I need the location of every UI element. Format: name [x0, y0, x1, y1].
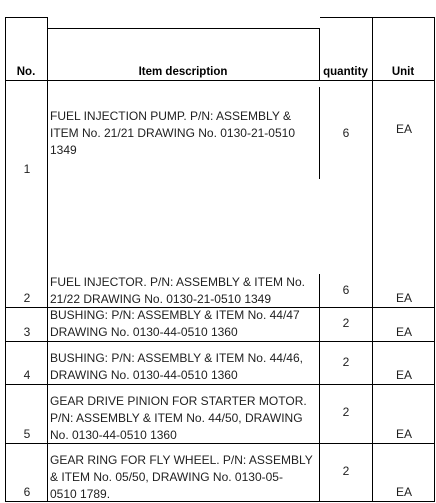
description-line: 0510 1789. [50, 487, 111, 501]
row-number: 3 [23, 325, 31, 339]
row-description [50, 108, 320, 159]
row-quantity: 2 [342, 405, 350, 419]
header-item-description: Item description [138, 66, 228, 78]
row-number: 6 [23, 485, 31, 499]
description-line: No. 0130-44-0510 1360 [50, 428, 177, 442]
grid-line [320, 17, 372, 18]
description-line: P/N: ASSEMBLY & ITEM No. 44/50, DRAWING [50, 411, 303, 425]
description-line: ITEM No. 21/21 DRAWING No. 0130-21-0510 [50, 126, 295, 140]
description-line: BUSHING: P/N: ASSEMBLY & ITEM No. 44/47 [50, 308, 300, 322]
description-line: DRAWING No. 0130-44-0510 1360 [50, 325, 238, 339]
description-line: GEAR RING FOR FLY WHEEL. P/N: ASSEMBLY [50, 453, 313, 467]
row-quantity: 6 [342, 126, 350, 140]
row-description [50, 274, 320, 308]
grid-line [47, 28, 319, 29]
row-description [50, 393, 320, 444]
description-line: DRAWING No. 0130-44-0510 1360 [50, 368, 238, 382]
row-unit: EA [395, 368, 412, 382]
row-quantity: 2 [342, 464, 350, 478]
description-line: FUEL INJECTOR. P/N: ASSEMBLY & ITEM No. [50, 275, 305, 289]
row-unit: EA [395, 427, 412, 441]
description-line: BUSHING: P/N: ASSEMBLY & ITEM No. 44/46, [50, 351, 303, 365]
grid-line [5, 17, 6, 502]
row-quantity: 6 [342, 283, 350, 297]
header-quantity: quantity [323, 66, 368, 78]
grid-line [5, 341, 435, 342]
description-line: FUEL INJECTION PUMP. P/N: ASSEMBLY & [50, 109, 291, 123]
row-description [50, 350, 320, 384]
row-number: 4 [23, 368, 31, 382]
header-unit: Unit [391, 66, 415, 78]
description-line: & ITEM No. 05/50, DRAWING No. 0130-05- [50, 470, 283, 484]
row-number: 2 [23, 291, 31, 305]
description-line: 1349 [50, 143, 77, 157]
grid-line [47, 17, 48, 502]
row-number: 1 [23, 162, 31, 176]
row-description [50, 307, 320, 341]
grid-line [372, 17, 434, 18]
description-line: 21/22 DRAWING No. 0130-21-0510 1349 [50, 292, 272, 306]
grid-line [5, 17, 47, 18]
grid-line [5, 384, 435, 385]
row-unit: EA [395, 325, 412, 339]
row-unit: EA [395, 122, 412, 136]
description-line: GEAR DRIVE PINION FOR STARTER MOTOR. [50, 394, 307, 408]
header-no: No. [16, 66, 36, 78]
row-quantity: 2 [342, 316, 350, 330]
row-unit: EA [395, 485, 412, 499]
row-unit: EA [395, 291, 412, 305]
grid-line [5, 80, 435, 81]
row-number: 5 [23, 427, 31, 441]
row-description [50, 452, 320, 503]
row-quantity: 2 [342, 355, 350, 369]
